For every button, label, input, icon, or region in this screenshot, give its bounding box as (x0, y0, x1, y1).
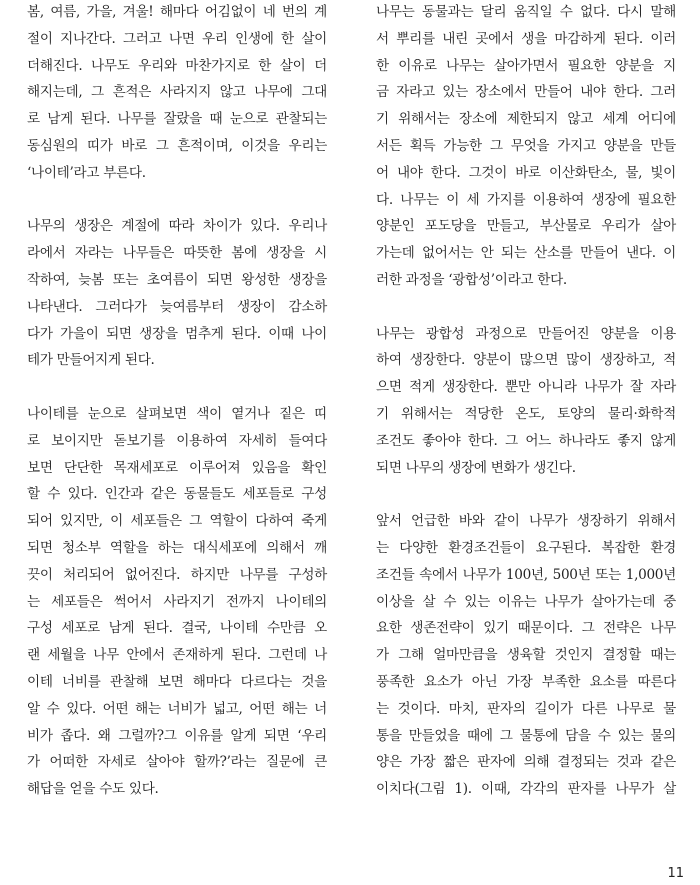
text-line: 조건도 좋아야 한다. 그 어느 하나라도 좋지 않게 (376, 432, 676, 449)
paragraph-gap (27, 187, 327, 214)
paragraph (376, 508, 676, 803)
text-line: 양은 가장 짧은 판자에 의해 결정되는 것과 같은 (376, 754, 676, 771)
text-line: 서든 획득 가능한 그 무엇을 가지고 양분을 만들 (376, 137, 676, 154)
text-line: 으면 적게 생장한다. 뿐만 아니라 나무가 잘 자라 (376, 379, 676, 396)
text-line: 기 위해서는 장소에 제한되지 않고 세계 어디에 (376, 111, 676, 128)
text-line: 랜 세월을 나무 안에서 존재하게 된다. 그런데 나 (27, 647, 327, 664)
text-line: 동심원의 띠가 바로 그 흔적이며, 이것을 우리는 (27, 137, 327, 154)
paragraph (27, 213, 327, 374)
text-line: 로 남게 된다. 나무를 잘랐을 때 눈으로 관찰되는 (27, 111, 327, 128)
text-line: 구성 세포로 남게 된다. 결국, 나이테 수만큼 오 (27, 620, 327, 637)
text-line: 나무의 생장은 계절에 따라 차이가 있다. 우리나 (27, 218, 327, 235)
text-line: 가는데 없어서는 안 되는 산소를 만들어 낸다. 이 (376, 245, 676, 262)
text-line: 나무는 광합성 과정으로 만들어진 양분을 이용 (376, 325, 676, 342)
text-line: 요한 생존전략이 있기 때문이다. 그 전략은 나무 (376, 620, 676, 637)
text-line: 작하여, 늦봄 또는 초여름이 되면 왕성한 생장을 (27, 271, 327, 288)
left-column (27, 0, 327, 803)
text-line: 금 자라고 있는 장소에서 만들어 내야 한다. 그러 (376, 84, 676, 101)
page-number: 11 (667, 866, 684, 881)
text-line: 조건들 속에서 나무가 100년, 500년 또는 1,000년 (376, 566, 676, 583)
text-line: 해답을 얻을 수도 있다. (27, 781, 159, 798)
text-line: 어 내야 한다. 그것이 바로 이산화탄소, 물, 빛이 (376, 164, 676, 181)
text-line: 끗이 처리되어 없어진다. 하지만 나무를 구성하 (27, 566, 327, 583)
text-line: 봄, 여름, 가을, 겨울! 해마다 어김없이 네 번의 계 (27, 4, 327, 20)
text-line: 한 이유로 나무는 살아가면서 필요한 양분을 지 (376, 57, 676, 74)
text-line: 더해진다. 나무도 우리와 마찬가지로 한 살이 더 (27, 57, 327, 74)
text-line: 다. 나무는 이 세 가지를 이용하여 생장에 필요한 (376, 191, 676, 208)
paragraph-gap (376, 294, 676, 321)
text-line: 통을 만들었을 때에 그 물통에 담을 수 있는 물의 (376, 727, 676, 744)
right-column (376, 0, 676, 803)
paragraph (27, 401, 327, 803)
text-line: 서 뿌리를 내린 곳에서 생을 마감하게 된다. 이러 (376, 30, 676, 47)
text-line: 해지는데, 그 흔적은 사라지지 않고 나무에 그대 (27, 84, 327, 101)
paragraph (27, 0, 327, 187)
text-line: 러한 과정을 ‘광합성’이라고 한다. (376, 271, 567, 288)
text-line: 되면 청소부 역할을 하는 대식세포에 의해서 깨 (27, 539, 327, 556)
text-line: 앞서 언급한 바와 같이 나무가 생장하기 위해서 (376, 513, 676, 530)
text-line: 이테 너비를 관찰해 보면 해마다 다르다는 것을 (27, 673, 327, 690)
text-line: 가 어떠한 자세로 살아야 할까?’라는 질문에 큰 (27, 754, 327, 771)
text-line: 가 그해 얼마만큼을 생육할 것인지 결정할 때는 (376, 647, 676, 664)
text-line: 이상을 살 수 있는 이유는 나무가 살아가는데 중 (376, 593, 676, 610)
text-line: 는 것이다. 마치, 판자의 길이가 다른 나무로 물 (376, 700, 676, 717)
text-line: 나이테를 눈으로 살펴보면 색이 옅거나 짙은 띠 (27, 405, 327, 422)
text-line: 풍족한 요소가 아닌 가장 부족한 요소를 따른다 (376, 673, 676, 690)
text-line: 테가 만들어지게 된다. (27, 352, 155, 369)
text-line: 나무는 동물과는 달리 움직일 수 없다. 다시 말해 (376, 4, 676, 20)
text-line: 는 다양한 환경조건들이 요구된다. 복잡한 환경 (376, 539, 676, 556)
paragraph (376, 321, 676, 482)
text-line: ‘나이테’라고 부른다. (27, 164, 146, 181)
text-line: 되어 있지만, 이 세포들은 그 역할이 다하여 죽게 (27, 513, 327, 530)
text-line: 알 수 있다. 어떤 해는 너비가 넓고, 어떤 해는 너 (27, 700, 327, 717)
text-line: 할 수 있다. 인간과 같은 동물들도 세포들로 구성 (27, 486, 327, 503)
text-line: 라에서 자라는 나무들은 따뜻한 봄에 생장을 시 (27, 245, 327, 262)
text-line: 는 세포들은 썩어서 사라지기 전까지 나이테의 (27, 593, 327, 610)
text-line: 기 위해서는 적당한 온도, 토양의 물리·화학적 (376, 405, 676, 422)
text-line: 양분인 포도당을 만들고, 부산물로 우리가 살아 (376, 218, 676, 235)
text-line: 로 보이지만 돋보기를 이용하여 자세히 들여다 (27, 432, 327, 449)
text-line: 다가 가을이 되면 생장을 멈추게 된다. 이때 나이 (27, 325, 327, 342)
text-line: 보면 단단한 목재세포로 이루어져 있음을 확인 (27, 459, 327, 476)
text-line: 하여 생장한다. 양분이 많으면 많이 생장하고, 적 (376, 352, 676, 369)
text-line: 비가 좁다. 왜 그럴까?그 이유를 알게 되면 ‘우리 (27, 727, 327, 744)
paragraph (376, 0, 676, 294)
paragraph-gap (376, 481, 676, 508)
text-line: 이치다(그림 1). 이때, 각각의 판자를 나무가 살 (376, 781, 676, 798)
text-line: 되면 나무의 생장에 변화가 생긴다. (376, 459, 576, 476)
text-line: 나타낸다. 그러다가 늦여름부터 생장이 감소하 (27, 298, 327, 315)
text-line: 절이 지나간다. 그러고 나면 우리 인생에 한 살이 (27, 30, 327, 47)
paragraph-gap (27, 374, 327, 401)
